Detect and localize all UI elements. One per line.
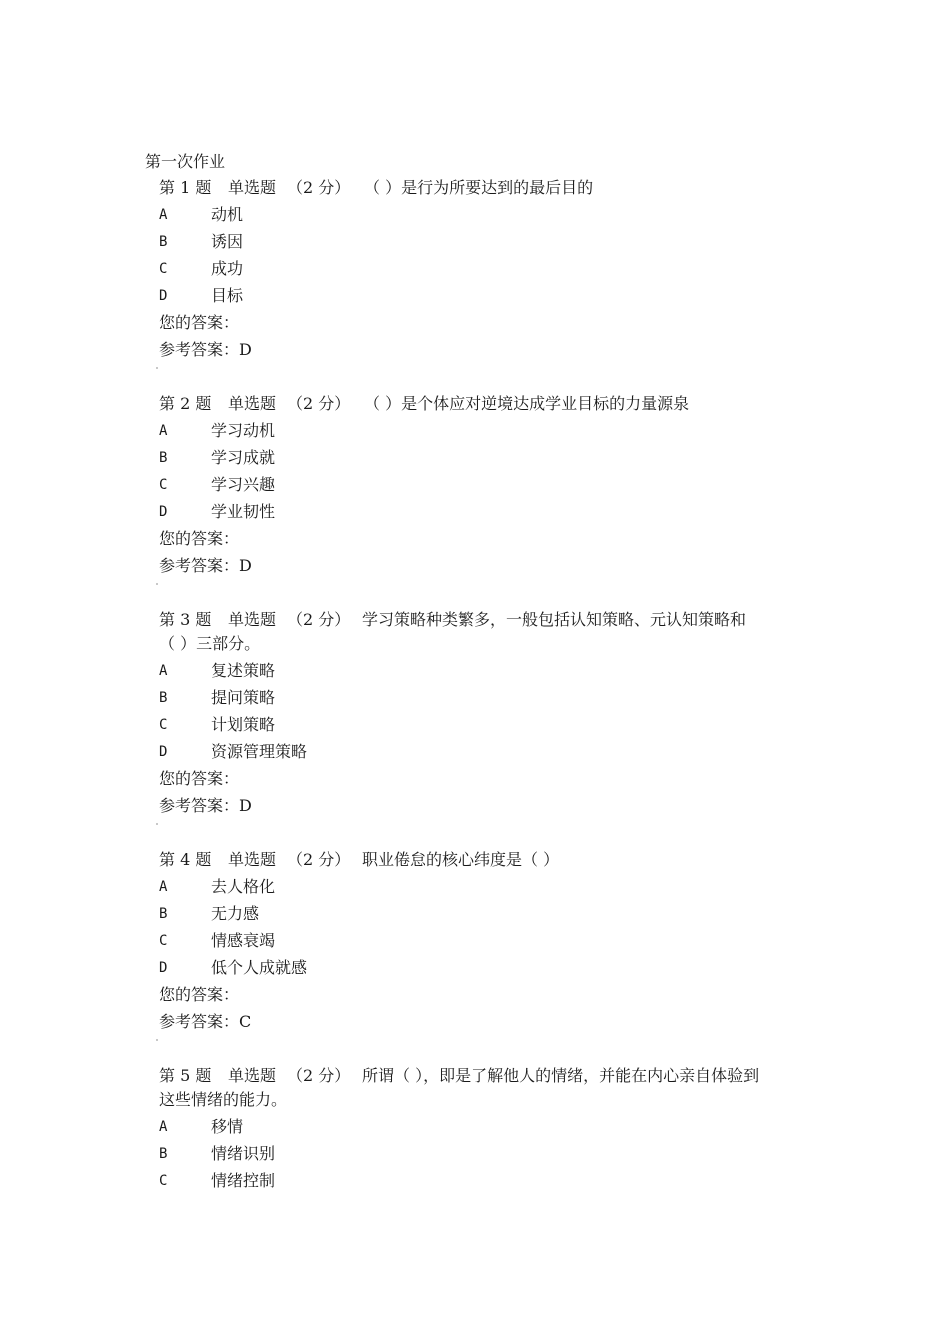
option-letter: C bbox=[159, 933, 168, 949]
reference-answer-label: 参考答案： bbox=[159, 1012, 240, 1031]
question-score: （2 分） bbox=[287, 178, 351, 197]
question-score: （2 分） bbox=[287, 394, 351, 413]
question-stem: 所谓（ ），即是了解他人的情绪，并能在内心亲自体验到 bbox=[362, 1066, 760, 1085]
option-letter: B bbox=[159, 690, 168, 706]
your-answer bbox=[159, 983, 819, 1010]
option-letter: A bbox=[159, 879, 168, 895]
question-stem: （ ）是个体应对逆境达成学业目标的力量源泉 bbox=[364, 394, 690, 413]
question-3 bbox=[159, 608, 819, 825]
question-number: 第 5 题 bbox=[159, 1066, 212, 1085]
option-letter: A bbox=[159, 207, 168, 223]
option-letter: D bbox=[159, 504, 168, 520]
question-type: 单选题 bbox=[228, 394, 277, 413]
question-header bbox=[159, 176, 819, 203]
question-number: 第 1 题 bbox=[159, 178, 212, 197]
option-letter: C bbox=[159, 261, 168, 277]
option-letter: B bbox=[159, 450, 168, 466]
question-stem: 学习策略种类繁多，一般包括认知策略、元认知策略和 bbox=[362, 610, 747, 629]
question-type: 单选题 bbox=[228, 1066, 277, 1085]
option-letter: A bbox=[159, 663, 168, 679]
option-d[interactable] bbox=[159, 956, 819, 983]
option-text: 提问策略 bbox=[211, 688, 276, 707]
option-a[interactable] bbox=[159, 419, 819, 446]
option-letter: C bbox=[159, 717, 168, 733]
option-b[interactable] bbox=[159, 446, 819, 473]
separator-mark bbox=[156, 583, 158, 585]
reference-answer bbox=[159, 794, 819, 821]
reference-answer-label: 参考答案： bbox=[159, 796, 240, 815]
option-text: 目标 bbox=[211, 286, 244, 305]
question-header bbox=[159, 608, 819, 635]
option-text: 低个人成就感 bbox=[211, 958, 308, 977]
reference-answer-value: D bbox=[239, 556, 252, 575]
option-a[interactable] bbox=[159, 203, 819, 230]
your-answer-label: 您的答案： bbox=[159, 985, 240, 1004]
reference-answer bbox=[159, 338, 819, 365]
separator-mark bbox=[156, 1039, 158, 1041]
question-stem-continuation: 这些情绪的能力。 bbox=[159, 1090, 288, 1109]
your-answer bbox=[159, 311, 819, 338]
question-score: （2 分） bbox=[287, 1066, 351, 1085]
option-a[interactable] bbox=[159, 1115, 819, 1142]
question-type: 单选题 bbox=[228, 610, 277, 629]
option-c[interactable] bbox=[159, 929, 819, 956]
option-letter: D bbox=[159, 288, 168, 304]
option-a[interactable] bbox=[159, 875, 819, 902]
option-letter: C bbox=[159, 1173, 168, 1189]
reference-answer bbox=[159, 554, 819, 581]
document-title: 第一次作业 bbox=[145, 152, 226, 171]
reference-answer-value: D bbox=[239, 796, 252, 815]
question-header bbox=[159, 1064, 819, 1091]
option-letter: B bbox=[159, 1146, 168, 1162]
option-text: 情绪控制 bbox=[211, 1171, 276, 1190]
question-number: 第 2 题 bbox=[159, 394, 212, 413]
question-1 bbox=[159, 176, 819, 369]
separator-mark bbox=[156, 367, 158, 369]
option-text: 移情 bbox=[211, 1117, 244, 1136]
option-a[interactable] bbox=[159, 659, 819, 686]
separator-mark bbox=[156, 823, 158, 825]
option-text: 学习兴趣 bbox=[211, 475, 276, 494]
question-5 bbox=[159, 1064, 819, 1196]
reference-answer-label: 参考答案： bbox=[159, 340, 240, 359]
your-answer-label: 您的答案： bbox=[159, 769, 240, 788]
option-d[interactable] bbox=[159, 284, 819, 311]
your-answer-label: 您的答案： bbox=[159, 313, 240, 332]
option-text: 复述策略 bbox=[211, 661, 276, 680]
question-type: 单选题 bbox=[228, 178, 277, 197]
option-letter: D bbox=[159, 960, 168, 976]
option-text: 情感衰竭 bbox=[211, 931, 276, 950]
your-answer bbox=[159, 767, 819, 794]
question-stem-continuation: （ ）三部分。 bbox=[159, 634, 261, 653]
option-d[interactable] bbox=[159, 500, 819, 527]
question-stem: （ ）是行为所要达到的最后目的 bbox=[364, 178, 594, 197]
question-number: 第 3 题 bbox=[159, 610, 212, 629]
question-2 bbox=[159, 392, 819, 585]
question-stem: 职业倦怠的核心纬度是（ ） bbox=[362, 850, 560, 869]
option-letter: A bbox=[159, 423, 168, 439]
reference-answer-label: 参考答案： bbox=[159, 556, 240, 575]
option-letter: D bbox=[159, 744, 168, 760]
question-number: 第 4 题 bbox=[159, 850, 212, 869]
option-text: 计划策略 bbox=[211, 715, 276, 734]
reference-answer bbox=[159, 1010, 819, 1037]
question-4 bbox=[159, 848, 819, 1041]
option-b[interactable] bbox=[159, 902, 819, 929]
option-c[interactable] bbox=[159, 473, 819, 500]
your-answer bbox=[159, 527, 819, 554]
question-score: （2 分） bbox=[287, 850, 351, 869]
option-text: 学业韧性 bbox=[211, 502, 276, 521]
question-header bbox=[159, 848, 819, 875]
option-text: 学习动机 bbox=[211, 421, 276, 440]
option-letter: C bbox=[159, 477, 168, 493]
option-text: 情绪识别 bbox=[211, 1144, 276, 1163]
question-header bbox=[159, 392, 819, 419]
option-c[interactable] bbox=[159, 713, 819, 740]
reference-answer-value: C bbox=[239, 1012, 252, 1031]
option-text: 去人格化 bbox=[211, 877, 276, 896]
option-b[interactable] bbox=[159, 230, 819, 257]
option-b[interactable] bbox=[159, 1142, 819, 1169]
question-score: （2 分） bbox=[287, 610, 351, 629]
option-text: 学习成就 bbox=[211, 448, 276, 467]
your-answer-label: 您的答案： bbox=[159, 529, 240, 548]
option-b[interactable] bbox=[159, 686, 819, 713]
reference-answer-value: D bbox=[239, 340, 252, 359]
option-text: 成功 bbox=[211, 259, 244, 278]
option-text: 动机 bbox=[211, 205, 244, 224]
option-c[interactable] bbox=[159, 257, 819, 284]
option-d[interactable] bbox=[159, 740, 819, 767]
option-letter: A bbox=[159, 1119, 168, 1135]
option-c[interactable] bbox=[159, 1169, 819, 1196]
option-letter: B bbox=[159, 906, 168, 922]
option-text: 无力感 bbox=[211, 904, 260, 923]
question-type: 单选题 bbox=[228, 850, 277, 869]
option-text: 资源管理策略 bbox=[211, 742, 308, 761]
option-letter: B bbox=[159, 234, 168, 250]
option-text: 诱因 bbox=[211, 232, 244, 251]
